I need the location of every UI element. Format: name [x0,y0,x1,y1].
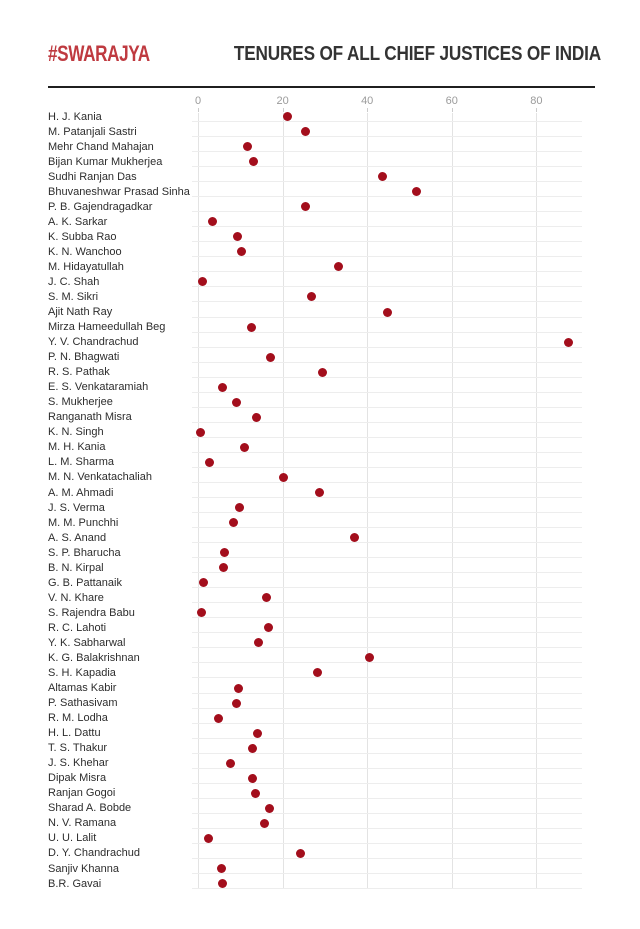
x-axis-tick-label: 40 [361,95,374,107]
row-label: H. J. Kania [48,110,102,123]
data-point [218,383,227,392]
row-gridline [192,798,582,799]
data-point [226,759,235,768]
row-gridline [192,467,582,468]
data-point [318,368,327,377]
row-gridline [192,377,582,378]
row-gridline [192,858,582,859]
data-point [232,699,241,708]
row-label: K. N. Wanchoo [48,245,122,258]
x-axis-tick-label: 20 [276,95,289,107]
row-label: E. S. Venkataramiah [48,381,149,394]
data-point [208,217,217,226]
row-gridline [192,286,582,287]
row-gridline [192,753,582,754]
data-point [254,638,263,647]
row-label: U. U. Lalit [48,832,97,845]
row-gridline [192,422,582,423]
data-point [283,112,292,121]
row-gridline [192,211,582,212]
header-divider [48,86,595,88]
data-point [264,623,273,632]
row-gridline [192,843,582,844]
data-point [243,142,252,151]
data-point [412,187,421,196]
data-point [252,413,261,422]
x-axis-tick-label: 0 [194,95,202,107]
row-gridline [192,136,582,137]
row-gridline [192,301,582,302]
row-label: Bhuvaneshwar Prasad Sinha [48,185,190,198]
row-label: T. S. Thakur [48,742,108,755]
row-label: D. Y. Chandrachud [48,847,140,860]
data-point [205,458,214,467]
data-point [251,789,260,798]
data-point [204,834,213,843]
row-label: S. M. Sikri [48,290,99,303]
row-label: R. M. Lodha [48,712,108,725]
row-label: S. Mukherjee [48,396,113,409]
row-label: M. H. Kania [48,441,106,454]
chart-title-text: TENURES OF ALL CHIEF JUSTICES OF INDIA [233,43,602,65]
row-label: Sharad A. Bobde [48,802,132,815]
row-label: Sudhi Ranjan Das [48,170,137,183]
row-gridline [192,693,582,694]
data-point [197,608,206,617]
data-point [247,323,256,332]
data-point [266,353,275,362]
row-label: B.R. Gavai [48,877,102,890]
row-gridline [192,557,582,558]
swarajya-logo[interactable]: #SWARAJYA [48,41,150,66]
row-gridline [192,196,582,197]
x-axis-tick-mark [536,108,537,112]
vertical-gridline [452,113,453,888]
row-label: L. M. Sharma [48,456,115,469]
vertical-gridline [283,113,284,888]
data-point [564,338,573,347]
row-label: M. N. Venkatachaliah [48,471,152,484]
row-gridline [192,647,582,648]
vertical-gridline [536,113,537,888]
row-gridline [192,723,582,724]
row-gridline [192,482,582,483]
row-gridline [192,256,582,257]
row-label: K. N. Singh [48,426,104,439]
row-label: S. P. Bharucha [48,546,121,559]
row-label: Dipak Misra [48,772,107,785]
data-point [301,202,310,211]
data-point [350,533,359,542]
row-label: R. S. Pathak [48,366,110,379]
data-point [265,804,274,813]
data-point [248,744,257,753]
row-gridline [192,542,582,543]
row-label: M. Hidayatullah [48,260,124,273]
row-label: Sanjiv Khanna [48,862,119,875]
row-label: K. G. Balakrishnan [48,651,140,664]
row-gridline [192,632,582,633]
row-gridline [192,662,582,663]
row-gridline [192,452,582,453]
row-gridline [192,527,582,528]
row-gridline [192,512,582,513]
data-point [253,729,262,738]
row-gridline [192,738,582,739]
row-label: Ajit Nath Ray [48,306,113,319]
row-label: J. S. Khehar [48,757,109,770]
data-point [307,292,316,301]
row-gridline [192,226,582,227]
row-gridline [192,708,582,709]
data-point [237,247,246,256]
x-axis-tick-mark [452,108,453,112]
row-label: R. C. Lahoti [48,621,107,634]
data-point [248,774,257,783]
row-label: A. S. Anand [48,531,107,544]
row-gridline [192,271,582,272]
row-gridline [192,497,582,498]
data-point [383,308,392,317]
row-label: N. V. Ramana [48,817,117,830]
data-point [315,488,324,497]
row-label: J. C. Shah [48,275,100,288]
row-gridline [192,347,582,348]
row-gridline [192,813,582,814]
row-label: A. K. Sarkar [48,215,108,228]
row-gridline [192,602,582,603]
x-axis-tick-mark [283,108,284,112]
row-gridline [192,166,582,167]
vertical-gridline [367,113,368,888]
row-label: G. B. Pattanaik [48,576,122,589]
x-axis-tick-mark [367,108,368,112]
row-gridline [192,768,582,769]
data-point [365,653,374,662]
data-point [219,563,228,572]
row-label: S. H. Kapadia [48,666,116,679]
row-label: B. N. Kirpal [48,561,104,574]
chart-title [200,43,635,66]
data-point [249,157,258,166]
data-point [296,849,305,858]
row-label: Ranjan Gogoi [48,787,116,800]
data-point [214,714,223,723]
x-axis-tick-label: 60 [445,95,458,107]
row-gridline [192,873,582,874]
row-gridline [192,392,582,393]
data-point [217,864,226,873]
row-gridline [192,437,582,438]
row-gridline [192,121,582,122]
data-point [301,127,310,136]
row-label: Altamas Kabir [48,682,117,695]
row-gridline [192,317,582,318]
row-label: Mehr Chand Mahajan [48,140,154,153]
data-point [260,819,269,828]
data-point [262,593,271,602]
row-label: Y. K. Sabharwal [48,636,126,649]
row-gridline [192,888,582,889]
data-point [233,232,242,241]
data-point [378,172,387,181]
data-point [199,578,208,587]
row-gridline [192,151,582,152]
data-point [232,398,241,407]
row-label: J. S. Verma [48,501,105,514]
row-gridline [192,783,582,784]
data-point [334,262,343,271]
row-label: A. M. Ahmadi [48,486,114,499]
row-gridline [192,407,582,408]
row-gridline [192,362,582,363]
data-point [196,428,205,437]
row-label: V. N. Khare [48,591,104,604]
row-gridline [192,587,582,588]
row-label: Ranganath Misra [48,411,132,424]
row-label: P. B. Gajendragadkar [48,200,153,213]
row-gridline [192,828,582,829]
row-gridline [192,181,582,182]
x-axis-tick-mark [198,108,199,112]
row-label: Bijan Kumar Mukherjea [48,155,163,168]
data-point [220,548,229,557]
row-label: Y. V. Chandrachud [48,336,139,349]
row-gridline [192,332,582,333]
row-gridline [192,677,582,678]
data-point [218,879,227,888]
row-gridline [192,572,582,573]
row-label: S. Rajendra Babu [48,606,135,619]
data-point [279,473,288,482]
row-label: K. Subba Rao [48,230,117,243]
data-point [313,668,322,677]
row-label: M. Patanjali Sastri [48,125,137,138]
data-point [198,277,207,286]
row-label: Mirza Hameedullah Beg [48,321,166,334]
row-label: P. Sathasivam [48,697,118,710]
vertical-gridline [198,113,199,888]
data-point [229,518,238,527]
x-axis-tick-label: 80 [530,95,543,107]
row-label: P. N. Bhagwati [48,351,120,364]
row-label: M. M. Punchhi [48,516,119,529]
row-gridline [192,241,582,242]
data-point [235,503,244,512]
row-gridline [192,617,582,618]
data-point [240,443,249,452]
row-label: H. L. Dattu [48,727,101,740]
data-point [234,684,243,693]
